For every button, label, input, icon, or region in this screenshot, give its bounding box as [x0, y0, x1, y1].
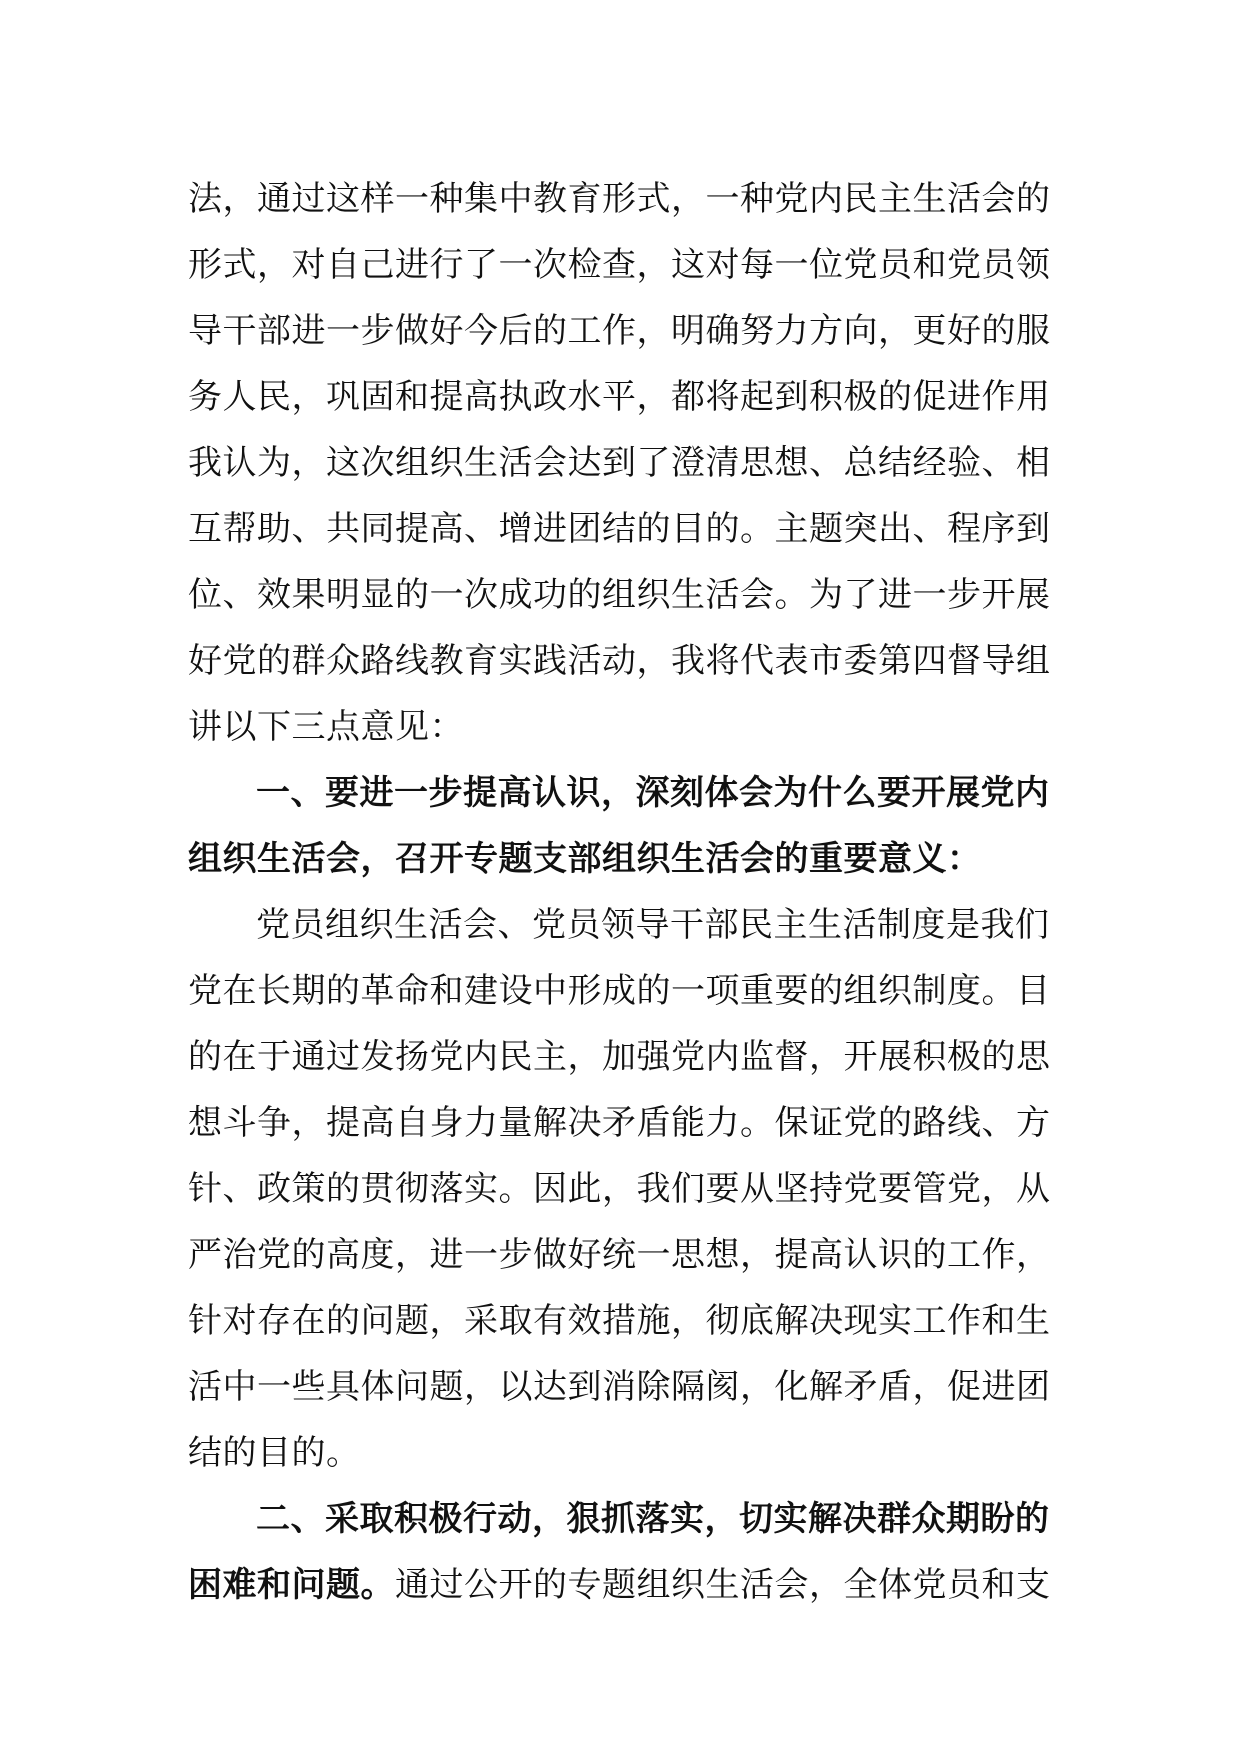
paragraph-line: 形式，对自己进行了一次检查，这对每一位党员和党员领 [188, 245, 1051, 285]
paragraph-line: 务人民，巩固和提高执政水平，都将起到积极的促进作用 [188, 377, 1051, 417]
paragraph-line: 好党的群众路线教育实践活动，我将代表市委第四督导组 [188, 641, 1051, 681]
paragraph-line: 党在长期的革命和建设中形成的一项重要的组织制度。目 [188, 971, 1051, 1011]
paragraph-line: 位、效果明显的一次成功的组织生活会。为了进一步开展 [188, 575, 1051, 615]
document-body [188, 166, 1060, 1618]
paragraph-line: 互帮助、共同提高、增进团结的目的。主题突出、程序到 [188, 509, 1051, 549]
paragraph-line: 结的目的。 [188, 1433, 361, 1473]
paragraph-line: 导干部进一步做好今后的工作，明确努力方向，更好的服 [188, 311, 1051, 351]
section-heading-2: 二、采取积极行动，狠抓落实，切实解决群众期盼的 [256, 1499, 1050, 1539]
paragraph-line: 法，通过这样一种集中教育形式，一种党内民主生活会的 [188, 179, 1051, 219]
heading-bold-part: 困难和问题。 [188, 1565, 395, 1605]
section-heading-2-continued [188, 1552, 1060, 1618]
paragraph-line: 针、政策的贯彻落实。因此，我们要从坚持党要管党，从 [188, 1169, 1051, 1209]
paragraph-line: 的在于通过发扬党内民主，加强党内监督，开展积极的思 [188, 1037, 1051, 1077]
paragraph-line: 想斗争，提高自身力量解决矛盾能力。保证党的路线、方 [188, 1103, 1051, 1143]
section-heading-1: 一、要进一步提高认识，深刻体会为什么要开展党内 [256, 773, 1050, 813]
paragraph-line: 我认为，这次组织生活会达到了澄清思想、总结经验、相 [188, 443, 1051, 483]
paragraph-line: 严治党的高度，进一步做好统一思想，提高认识的工作， [188, 1235, 1051, 1275]
paragraph-line: 讲以下三点意见： [188, 707, 464, 747]
section-heading-1-continued: 组织生活会，召开专题支部组织生活会的重要意义： [188, 839, 982, 879]
paragraph-line: 针对存在的问题，采取有效措施，彻底解决现实工作和生 [188, 1301, 1051, 1341]
paragraph-line: 党员组织生活会、党员领导干部民主生活制度是我们 [256, 905, 1050, 945]
paragraph-line: 活中一些具体问题，以达到消除隔阂，化解矛盾，促进团 [188, 1367, 1051, 1407]
paragraph-text-part: 通过公开的专题组织生活会，全体党员和支 [395, 1565, 1051, 1605]
